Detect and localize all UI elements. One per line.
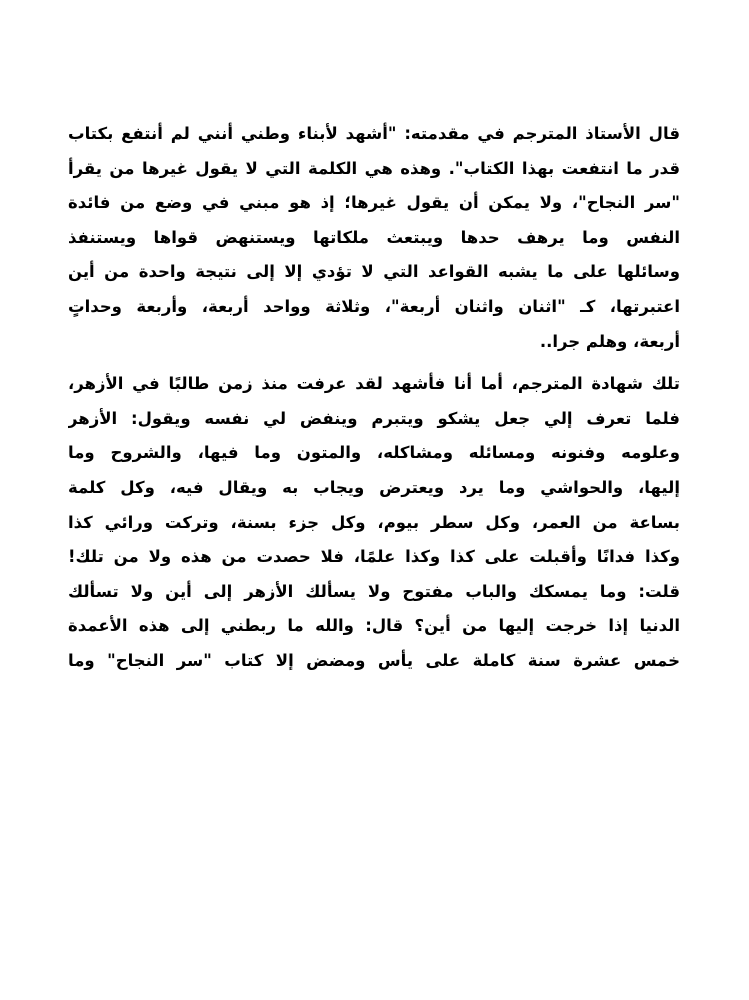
text-line: قلت: وما يمسكك والباب مفتوح ولا يسألك الأزهر إلى أين ولا تسألك <box>68 581 680 601</box>
paragraph-2 <box>68 367 680 678</box>
text-line: قدر ما انتفعت بهذا الكتاب". وهذه هي الكلمة التي لا يقول غيرها من يقرأ <box>68 158 680 178</box>
text-line: بساعة من العمر، وكل سطر بيوم، وكل جزء بسنة، وتركت ورائي كذا <box>68 512 680 532</box>
text-line: وعلومه وفنونه ومسائله ومشاكله، والمتون وما فيها، والشروح وما <box>68 443 680 463</box>
text-line: أربعة، وهلم جرا.. <box>539 331 680 351</box>
paragraph-1 <box>68 117 680 359</box>
text-line: الدنيا إذا خرجت إليها من أين؟ قال: والله ما ربطني إلى هذه الأعمدة <box>68 616 680 636</box>
text-line: قال الأستاذ المترجم في مقدمته: "أشهد لأبناء وطني أنني لم أنتفع بكتاب <box>68 124 680 143</box>
text-line: النفس وما يرهف حدها ويبتعث ملكاتها ويستنهض قواها ويستنفذ <box>68 227 680 247</box>
text-line: وسائلها على ما يشبه القواعد التي لا تؤدي إلا إلى نتيجة واحدة من أين <box>68 262 680 282</box>
text-line: فلما تعرف إلي جعل يشكو ويتبرم وينفض لي نفسه ويقول: الأزهر <box>68 408 680 428</box>
text-line: تلك شهادة المترجم، أما أنا فأشهد لقد عرفت منذ زمن طالبًا في الأزهر، <box>68 374 680 394</box>
text-line: "سر النجاح"، ولا يمكن أن يقول غيرها؛ إذ هو مبني في وضع من فائدة <box>68 193 680 213</box>
text-line: إليها، والحواشي وما يرد ويعترض ويجاب به ويقال فيه، وكل كلمة <box>68 477 680 497</box>
document-page <box>68 117 680 679</box>
text-line: خمس عشرة سنة كاملة على يأس ومضض إلا كتاب "سر النجاح" وما <box>68 650 680 670</box>
text-line: اعتبرتها، كـ "اثنان واثنان أربعة"، وثلاثة وواحد أربعة، وأربعة وحداتٍ <box>68 296 680 316</box>
text-line: وكذا فدانًا وأقبلت على كذا وكذا علمًا، فلا حصدت من هذه ولا من تلك! <box>68 547 680 567</box>
